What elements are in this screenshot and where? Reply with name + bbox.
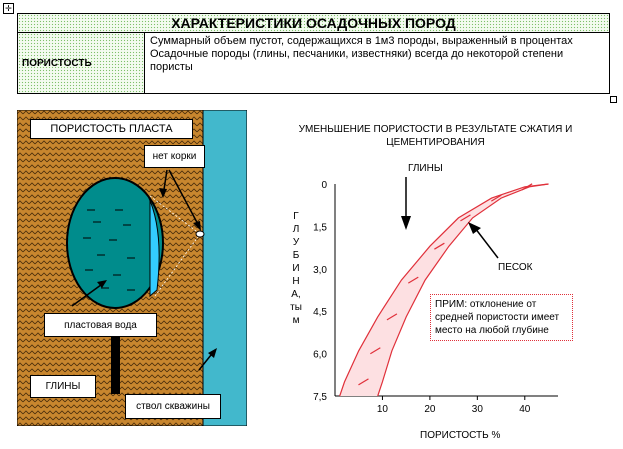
no-crust-label	[144, 145, 205, 168]
formation-water-text: пластовая вода	[64, 319, 137, 331]
row-label-cell	[17, 32, 145, 94]
clays-label	[30, 375, 96, 398]
annotation-note: ПРИМ: отклонение от средней пористости имеет место на любой глубине	[430, 294, 573, 341]
description-line-1: Суммарный объем пустот, содержащихся в 1м3 породы, выраженный в процентах	[150, 35, 573, 47]
y-axis-label-char: У	[292, 237, 300, 248]
x-tick-label: 20	[424, 404, 436, 415]
porosity-band	[340, 184, 549, 396]
y-tick-label: 6,0	[313, 349, 327, 361]
reservoir-porosity-label	[30, 119, 193, 139]
description-cell	[144, 32, 610, 94]
y-tick-label: 3,0	[313, 264, 327, 276]
annotation-sand: ПЕСОК	[498, 262, 533, 273]
reservoir-porosity-text: ПОРИСТОСТЬ ПЛАСТА	[50, 123, 173, 135]
description-line-2: Осадочные породы (глины, песчаники, известняки) всегда до некоторой степени пористы	[150, 48, 564, 73]
y-tick-label: 4,5	[313, 307, 327, 319]
y-axis-label-char: ты	[290, 302, 302, 313]
y-tick-label: 0	[321, 180, 327, 191]
wellbore-label	[125, 394, 221, 419]
x-tick-label: 40	[519, 404, 531, 415]
x-tick-label: 30	[471, 404, 483, 415]
sand-arrow-line	[475, 228, 498, 258]
chart-title: УМЕНЬШЕНИЕ ПОРИСТОСТИ В РЕЗУЛЬТАТЕ СЖАТИЯ И ЦЕМЕНТИРОВАНИЯ	[298, 124, 573, 148]
y-axis-label-char: Б	[292, 250, 300, 261]
crust-point	[196, 231, 204, 237]
y-axis-label-char: м	[292, 315, 300, 326]
no-crust-text: нет корки	[152, 151, 197, 162]
y-tick-label: 7,5	[313, 392, 327, 403]
y-axis-label-char: И	[292, 263, 300, 274]
y-axis-label-char: Н	[292, 276, 300, 287]
clays-arrow-head	[401, 216, 411, 230]
pore-stem	[111, 336, 120, 394]
table-move-handle-icon[interactable]: ✛	[3, 3, 14, 14]
y-tick-label: 1,5	[313, 222, 327, 234]
table-resize-handle-icon[interactable]	[610, 96, 617, 103]
row-label: ПОРИСТОСТЬ	[22, 57, 92, 69]
y-axis-label-char: Л	[292, 224, 300, 235]
y-axis-label-char: А,	[291, 289, 301, 300]
clays-text: ГЛИНЫ	[45, 381, 81, 392]
annotation-clays: ГЛИНЫ	[408, 163, 443, 174]
wellbore-text: ствол скважины	[136, 401, 210, 412]
x-axis-label: ПОРИСТОСТЬ %	[420, 430, 501, 441]
x-tick-label: 10	[376, 404, 389, 415]
y-axis-label-char: Г	[293, 211, 299, 222]
table-header-text: ХАРАКТЕРИСТИКИ ОСАДОЧНЫХ ПОРОД	[171, 15, 456, 31]
wellbore	[203, 110, 247, 426]
table-header	[17, 13, 610, 33]
formation-water-label	[44, 313, 157, 337]
y-axis-label	[289, 210, 303, 327]
